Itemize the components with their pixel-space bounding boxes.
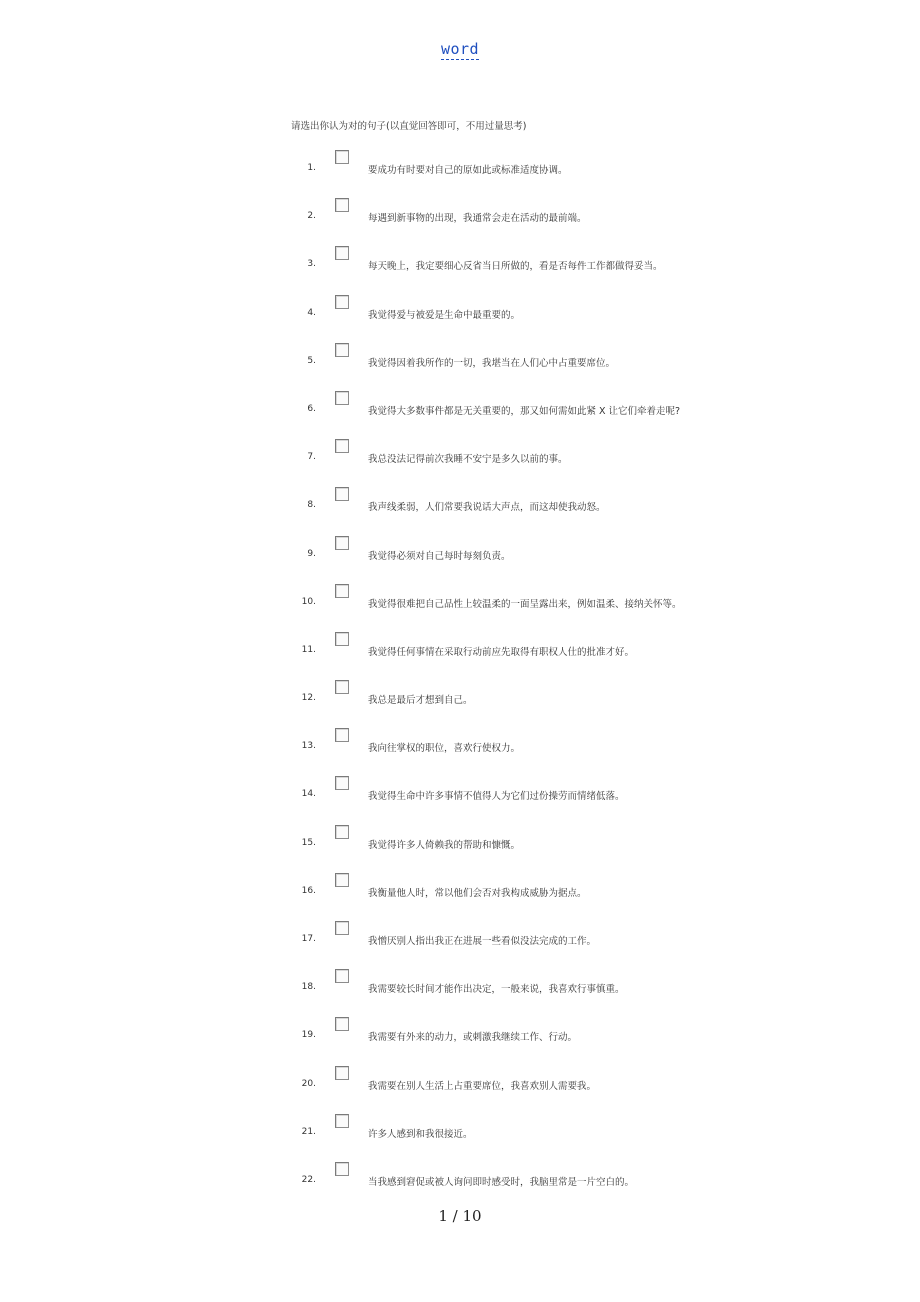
question-number: 7. [307,452,316,463]
question-list [0,148,920,1208]
question-text: 我觉得很难把自己品性上较温柔的一面呈露出来，例如温柔、接纳关怀等。 [368,598,682,610]
question-checkbox[interactable] [335,487,349,501]
question-number: 21. [301,1126,316,1137]
question-row [0,1160,920,1208]
question-checkbox[interactable] [335,728,349,742]
instruction-text: 请选出你认为对的句子(以直觉回答即可，不用过量思考) [291,121,527,132]
question-text: 许多人感到和我很接近。 [368,1128,473,1140]
question-number: 4. [307,307,316,318]
document-title-link[interactable]: word [440,40,480,58]
question-text: 每天晚上，我定要细心反省当日所做的，看是否每件工作都做得妥当。 [368,261,663,273]
question-checkbox[interactable] [335,343,349,357]
question-checkbox[interactable] [335,536,349,550]
question-text: 我需要较长时间才能作出决定，一般来说，我喜欢行事慎重。 [368,984,625,996]
question-checkbox[interactable] [335,150,349,164]
question-number: 17. [301,934,316,944]
question-checkbox[interactable] [335,1017,349,1031]
question-row [0,437,920,485]
question-number: 6. [307,403,316,414]
question-checkbox[interactable] [335,584,349,598]
question-row [0,582,920,630]
question-row [0,389,920,437]
question-number: 14. [301,789,316,800]
question-text: 我总是最后才想到自己。 [368,695,473,707]
question-row [0,630,920,678]
question-number: 3. [307,259,316,270]
question-checkbox[interactable] [335,632,349,646]
question-number: 11. [301,644,316,655]
question-number: 18. [301,982,316,993]
question-checkbox[interactable] [335,295,349,309]
question-row [0,341,920,389]
question-text: 我需要在别人生活上占重要席位，我喜欢别人需要我。 [368,1080,597,1092]
question-number: 13. [301,741,316,752]
question-text: 我觉得生命中许多事情不值得人为它们过份操劳而情绪低落。 [368,791,625,803]
question-checkbox[interactable] [335,246,349,260]
question-number: 10. [301,596,316,607]
question-row [0,823,920,871]
question-row [0,774,920,822]
page-number: 1 / 10 [438,1207,482,1225]
question-checkbox[interactable] [335,1114,349,1128]
question-row [0,871,920,919]
question-checkbox[interactable] [335,391,349,405]
question-number: 15. [301,837,316,848]
question-text: 我声线柔弱，人们常要我说话大声点，而这却使我动怒。 [368,502,606,514]
question-checkbox[interactable] [335,680,349,694]
question-number: 16. [301,885,316,896]
document-title[interactable] [0,40,920,58]
question-row [0,678,920,726]
question-row [0,534,920,582]
question-text: 我向往掌权的职位，喜欢行使权力。 [368,743,521,755]
question-number: 2. [307,211,316,222]
question-number: 5. [307,355,316,366]
question-checkbox[interactable] [335,825,349,839]
question-text: 我衡量他人时，常以他们会否对我构成威胁为据点。 [368,887,587,899]
question-checkbox[interactable] [335,198,349,212]
question-checkbox[interactable] [335,969,349,983]
question-text: 我觉得许多人倚赖我的帮助和慷慨。 [368,839,521,851]
question-text: 要成功有时要对自己的原如此或标准适度协调。 [368,165,568,176]
question-text: 我总没法记得前次我睡不安宁是多久以前的事。 [368,454,568,466]
question-row [0,293,920,341]
question-row [0,485,920,533]
question-checkbox[interactable] [335,873,349,887]
question-checkbox[interactable] [335,1162,349,1176]
question-text: 我需要有外来的动力，或刺激我继续工作、行动。 [368,1032,578,1044]
question-row [0,244,920,292]
question-number: 19. [301,1030,316,1041]
question-checkbox[interactable] [335,1066,349,1080]
question-text: 每遇到新事物的出现，我通常会走在活动的最前端。 [368,213,587,225]
question-row [0,1112,920,1160]
question-text: 我觉得任何事情在采取行动前应先取得有职权人仕的批准才好。 [368,646,635,658]
question-text: 我憎厌别人指出我正在进展一些看似没法完成的工作。 [368,936,597,947]
question-number: 20. [301,1078,316,1089]
question-text: 我觉得大多数事件都是无关重要的，那又如何需如此紧 X 让它们牵着走呢? [368,405,681,417]
question-checkbox[interactable] [335,921,349,935]
question-text: 我觉得爱与被爱是生命中最重要的。 [368,309,521,321]
question-number: 22. [301,1174,316,1185]
question-row [0,967,920,1015]
question-number: 1. [307,163,316,173]
question-row [0,1015,920,1063]
question-row [0,726,920,774]
question-text: 我觉得因着我所作的一切，我堪当在人们心中占重要席位。 [368,357,616,369]
question-checkbox[interactable] [335,439,349,453]
question-row [0,148,920,196]
question-number: 8. [307,500,316,511]
question-number: 9. [307,548,316,559]
question-checkbox[interactable] [335,776,349,790]
question-text: 当我感到窘促或被人询问即时感受时，我脑里常是一片空白的。 [368,1176,635,1188]
question-number: 12. [301,693,316,704]
question-row [0,196,920,244]
question-row [0,919,920,967]
question-row [0,1064,920,1112]
question-text: 我觉得必须对自己每时每刻负责。 [368,550,511,562]
